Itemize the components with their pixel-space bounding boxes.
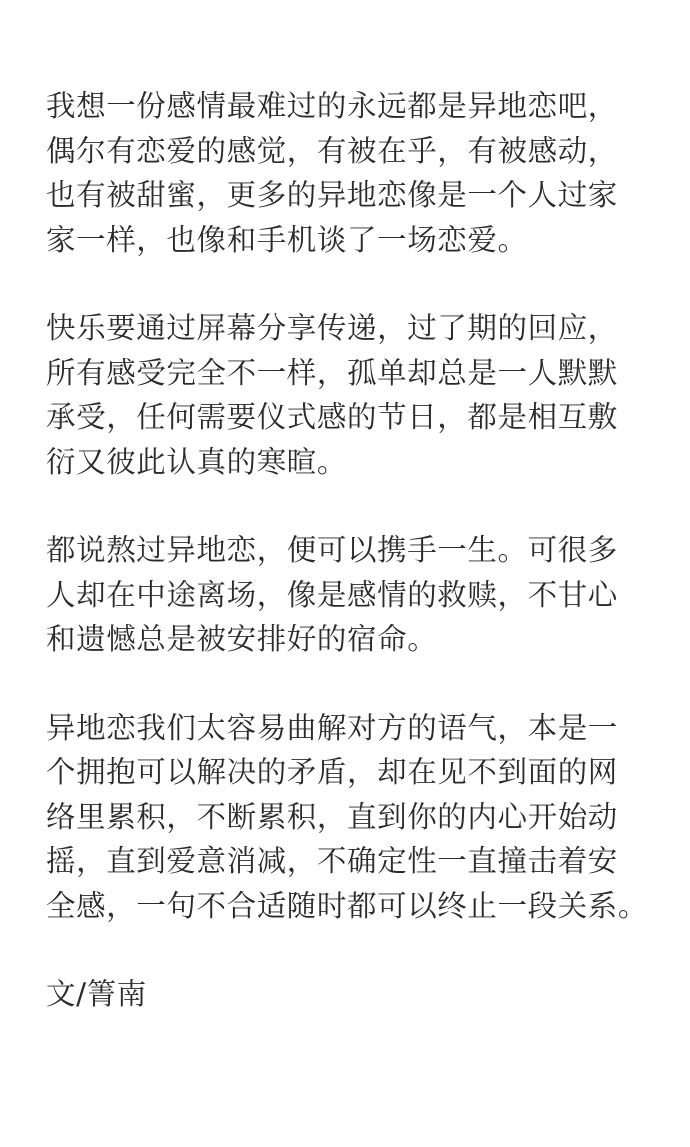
text-line: 个拥抱可以解决的矛盾，却在见不到面的网	[46, 755, 618, 789]
text-line: 衍又彼此认真的寒暄。	[46, 444, 348, 479]
text-line: 异地恋我们太容易曲解对方的语气，本是一	[46, 710, 618, 745]
text-line: 和遗憾总是被安排好的宿命。	[46, 622, 438, 656]
text-line: 我想一份感情最难过的永远都是异地恋吧，	[46, 89, 618, 123]
text-line: 络里累积，不断累积，直到你的内心开始动	[46, 799, 618, 834]
text-line: 承受，任何需要仪式感的节日，都是相互敷	[46, 400, 618, 434]
paragraph-2	[46, 306, 656, 484]
text-line: 人却在中途离场，像是感情的救赎，不甘心	[46, 577, 618, 612]
paragraph-3	[46, 528, 656, 662]
text-line: 快乐要通过屏幕分享传递，过了期的回应，	[46, 311, 618, 345]
text-line: 所有感受完全不一样，孤单却总是一人默默	[46, 355, 618, 390]
text-line: 偶尔有恋爱的感觉，有被在乎，有被感动，	[46, 133, 618, 168]
paragraph-4	[46, 706, 656, 929]
author-signature: 文/箐南	[46, 977, 147, 1011]
paragraph-1	[46, 84, 656, 262]
text-line: 家一样，也像和手机谈了一场恋爱。	[46, 222, 528, 257]
text-line: 都说熬过异地恋，便可以携手一生。可很多	[46, 533, 618, 567]
article-body	[46, 84, 656, 1017]
text-line: 全感，一句不合适随时都可以终止一段关系。	[46, 888, 649, 923]
text-line: 也有被甜蜜，更多的异地恋像是一个人过家	[46, 178, 618, 212]
text-line: 摇，直到爱意消减，不确定性一直撞击着安	[46, 844, 618, 878]
